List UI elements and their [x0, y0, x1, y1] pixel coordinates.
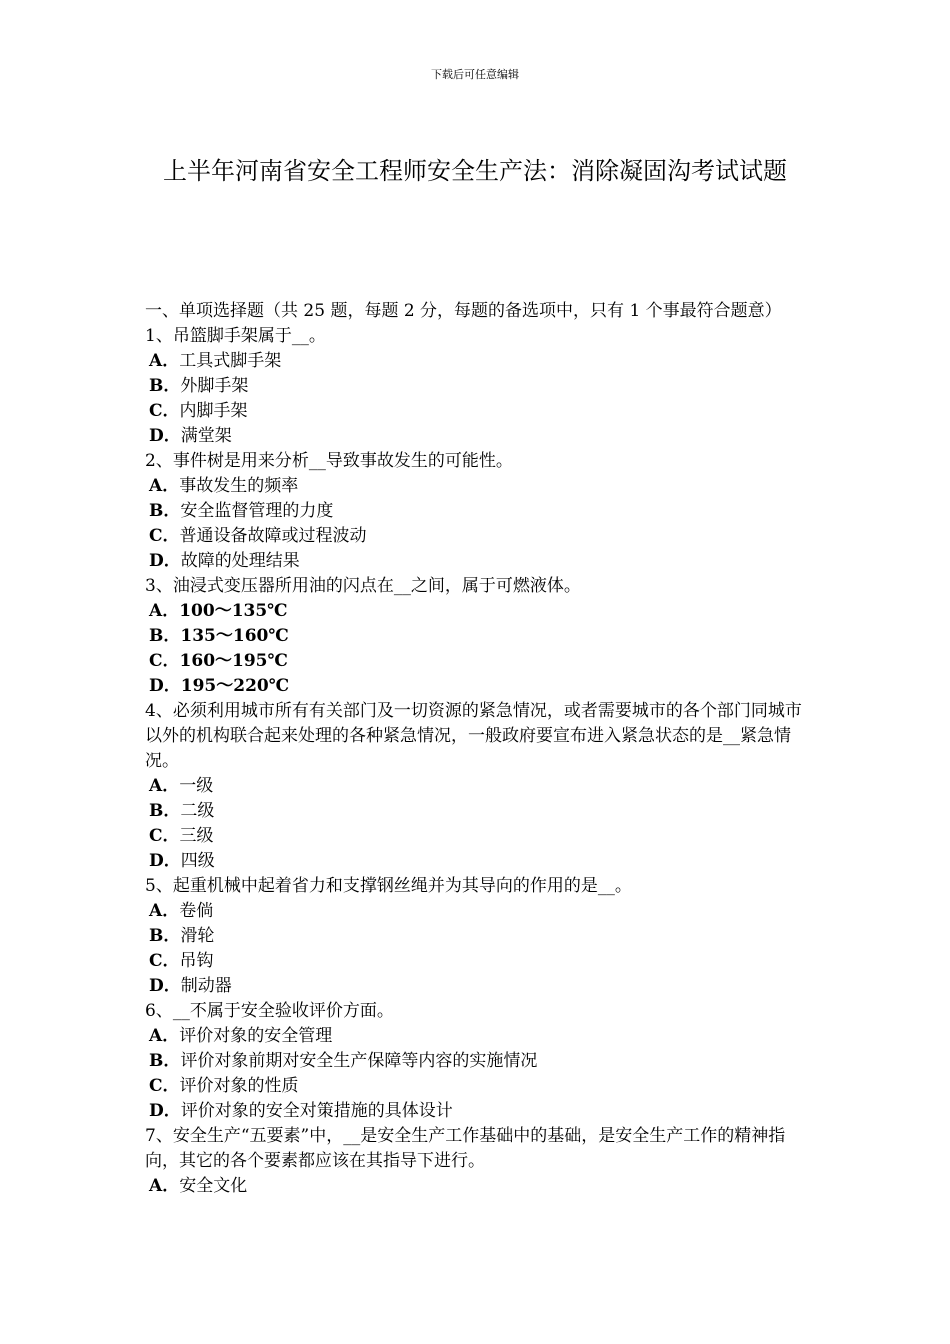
option-letter: A． [149, 1026, 180, 1046]
option-7-a [145, 1174, 810, 1199]
option-text: 评价对象的安全管理 [179, 1026, 333, 1046]
question-number: 4、 [145, 701, 173, 721]
option-3-c [145, 649, 810, 674]
option-6-b [145, 1049, 810, 1074]
option-5-d [145, 974, 810, 999]
option-letter: D． [149, 426, 181, 446]
question-text: 必须利用城市所有有关部门及一切资源的紧急情况，或者需要城市的各个部门同城市以外的机构联合起来处理的各种紧急情况，一般政府要宣布进入紧急状态的是__紧急情况。 [145, 701, 802, 771]
option-5-b [145, 924, 810, 949]
option-text: 安全监督管理的力度 [180, 501, 334, 521]
option-letter: C． [149, 526, 180, 546]
question-text: 起重机械中起着省力和支撑钢丝绳并为其导向的作用的是__。 [172, 876, 632, 896]
option-text: 故障的处理结果 [180, 551, 300, 571]
question-number: 3、 [145, 576, 173, 596]
option-text: 外脚手架 [180, 376, 249, 396]
option-5-c [145, 949, 810, 974]
option-letter: C． [149, 401, 180, 421]
option-letter: D． [149, 676, 181, 696]
question-number: 2、 [145, 451, 173, 471]
option-text: 135～160℃ [180, 626, 289, 646]
option-1-c [145, 399, 810, 424]
option-5-a [145, 899, 810, 924]
option-letter: C． [149, 951, 180, 971]
option-text: 195～220℃ [180, 676, 290, 696]
question-text: 事件树是用来分析__导致事故发生的可能性。 [172, 451, 513, 471]
option-6-c [145, 1074, 810, 1099]
option-4-c [145, 824, 810, 849]
question-number: 6、 [145, 1001, 173, 1021]
question-text: 安全生产“五要素”中，__是安全生产工作基础中的基础，是安全生产工作的精神指向，其它的各个要素都应该在其指导下进行。 [145, 1126, 786, 1171]
option-text: 二级 [180, 801, 215, 821]
option-4-b [145, 799, 810, 824]
page-header: 下载后可任意编辑 [431, 68, 519, 81]
question-3 [145, 574, 810, 599]
question-number: 7、 [145, 1126, 173, 1146]
option-letter: C． [149, 826, 180, 846]
option-text: 160～195℃ [179, 651, 288, 671]
question-1 [145, 324, 810, 349]
option-text: 卷倘 [179, 901, 214, 921]
option-letter: A． [149, 601, 180, 621]
option-letter: D． [149, 851, 181, 871]
option-letter: A． [149, 351, 180, 371]
option-letter: A． [149, 1176, 180, 1196]
option-text: 制动器 [180, 976, 232, 996]
option-letter: B． [149, 626, 181, 646]
option-text: 普通设备故障或过程波动 [179, 526, 367, 546]
option-4-a [145, 774, 810, 799]
option-letter: D． [149, 1101, 181, 1121]
question-text: 吊篮脚手架属于__。 [172, 326, 326, 346]
option-text: 满堂架 [180, 426, 232, 446]
option-3-a [145, 599, 810, 624]
option-letter: D． [149, 551, 181, 571]
question-text: 油浸式变压器所用油的闪点在__之间，属于可燃液体。 [172, 576, 581, 596]
option-letter: B． [149, 801, 181, 821]
option-1-b [145, 374, 810, 399]
option-6-a [145, 1024, 810, 1049]
section-heading: 一、单项选择题（共 25 题，每题 2 分，每题的备选项中，只有 1 个事最符合题意） [145, 301, 782, 321]
option-letter: C． [149, 651, 180, 671]
option-text: 100～135℃ [179, 601, 288, 621]
question-7 [145, 1124, 810, 1174]
question-number: 1、 [145, 326, 173, 346]
document-body [145, 299, 810, 1199]
option-text: 四级 [180, 851, 215, 871]
option-letter: B． [149, 376, 181, 396]
option-text: 三级 [179, 826, 214, 846]
question-5 [145, 874, 810, 899]
option-text: 事故发生的频率 [179, 476, 299, 496]
option-2-d [145, 549, 810, 574]
option-text: 滑轮 [180, 926, 215, 946]
option-1-d [145, 424, 810, 449]
option-2-b [145, 499, 810, 524]
option-letter: B． [149, 1051, 181, 1071]
option-3-b [145, 624, 810, 649]
document-title: 上半年河南省安全工程师安全生产法：消除凝固沟考试试题 [163, 157, 787, 185]
option-text: 工具式脚手架 [179, 351, 282, 371]
option-letter: B． [149, 501, 181, 521]
question-number: 5、 [145, 876, 173, 896]
option-letter: C． [149, 1076, 180, 1096]
option-6-d [145, 1099, 810, 1124]
option-2-c [145, 524, 810, 549]
option-letter: A． [149, 901, 180, 921]
question-2 [145, 449, 810, 474]
question-text: __不属于安全验收评价方面。 [172, 1001, 394, 1021]
option-letter: A． [149, 776, 180, 796]
option-text: 评价对象的安全对策措施的具体设计 [180, 1101, 453, 1121]
question-4 [145, 699, 810, 774]
option-text: 吊钩 [179, 951, 214, 971]
option-4-d [145, 849, 810, 874]
option-letter: B． [149, 926, 181, 946]
option-text: 一级 [179, 776, 214, 796]
option-letter: D． [149, 976, 181, 996]
option-3-d [145, 674, 810, 699]
option-1-a [145, 349, 810, 374]
option-text: 评价对象前期对安全生产保障等内容的实施情况 [180, 1051, 538, 1071]
option-text: 安全文化 [179, 1176, 248, 1196]
option-2-a [145, 474, 810, 499]
question-6 [145, 999, 810, 1024]
option-text: 评价对象的性质 [179, 1076, 299, 1096]
option-text: 内脚手架 [179, 401, 248, 421]
option-letter: A． [149, 476, 180, 496]
